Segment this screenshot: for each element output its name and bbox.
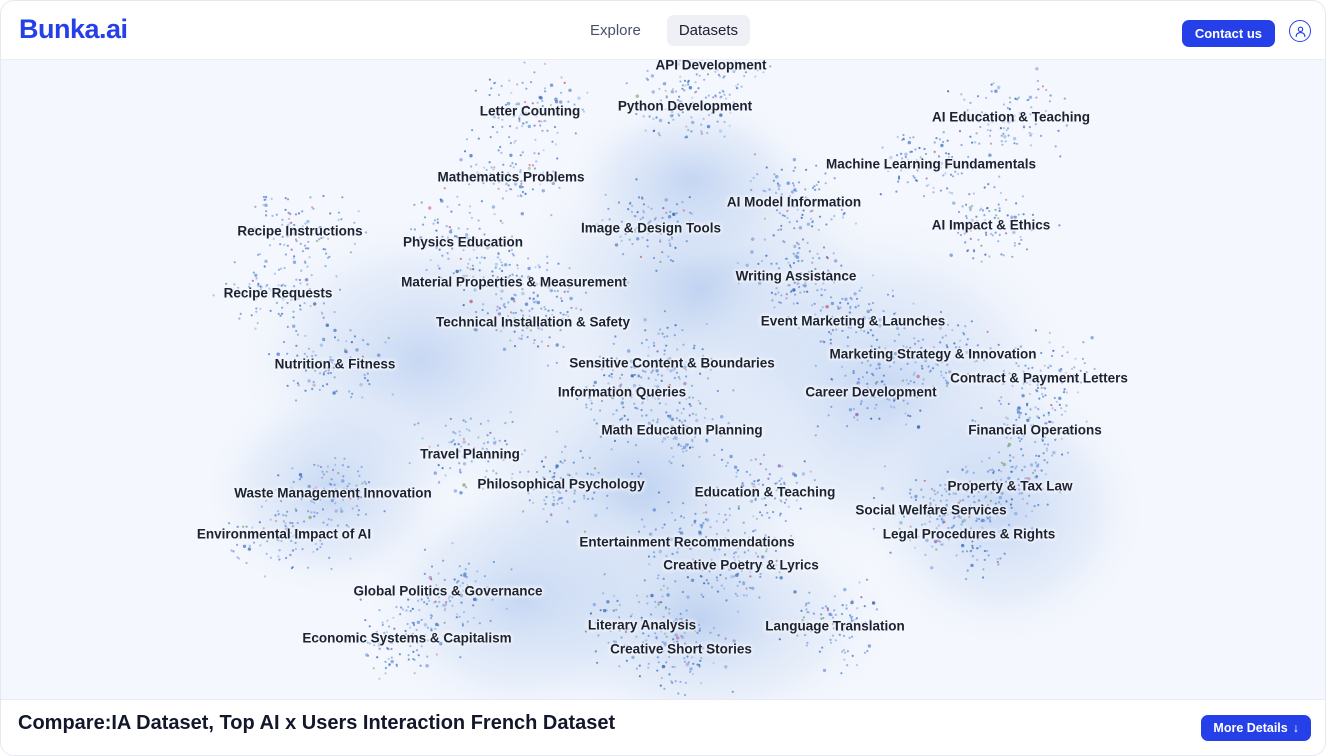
topic-label[interactable]: API Development [655,60,767,73]
topic-label[interactable]: Environmental Impact of AI [196,526,372,542]
chevron-down-icon: ↓ [1292,721,1299,735]
topic-label[interactable]: Machine Learning Fundamentals [825,156,1037,172]
topic-label[interactable]: Entertainment Recommendations [579,534,795,550]
topic-label[interactable]: AI Education & Teaching [931,109,1091,125]
contact-us-button[interactable]: Contact us [1182,20,1275,47]
app-header [1,1,1326,60]
topic-label[interactable]: Education & Teaching [694,484,836,500]
dataset-footer [1,699,1326,755]
topic-label[interactable]: Writing Assistance [735,268,857,284]
topic-label[interactable]: Property & Tax Law [947,478,1073,494]
topic-label[interactable]: Philosophical Psychology [477,476,645,492]
topic-label[interactable]: Travel Planning [420,446,520,462]
main-nav [578,15,750,46]
more-details-button[interactable] [1201,715,1311,741]
topic-label[interactable]: Recipe Instructions [237,223,363,239]
topic-label[interactable]: Nutrition & Fitness [274,356,396,372]
topic-label[interactable]: Financial Operations [968,422,1102,438]
topic-label[interactable]: Math Education Planning [601,422,763,438]
topic-label[interactable]: Sensitive Content & Boundaries [569,355,775,371]
topic-label[interactable]: Career Development [805,384,937,400]
topic-label[interactable]: AI Impact & Ethics [931,217,1051,233]
topic-label[interactable]: Global Politics & Governance [353,583,543,599]
topic-label[interactable]: AI Model Information [726,194,862,210]
topic-label[interactable]: Image & Design Tools [580,220,722,236]
topic-label[interactable]: Material Properties & Measurement [401,274,627,290]
topic-label[interactable]: Letter Counting [479,103,581,119]
topic-label[interactable]: Mathematics Problems [437,169,585,185]
topic-label[interactable]: Physics Education [402,234,524,250]
topic-label[interactable]: Python Development [617,98,753,114]
topic-label[interactable]: Social Welfare Services [855,502,1007,518]
topic-label[interactable]: Literary Analysis [587,617,697,633]
dataset-title: Compare:IA Dataset, Top AI x Users Interaction French Dataset [18,712,616,734]
nav-item-datasets[interactable]: Datasets [667,15,750,46]
topic-label[interactable]: Creative Short Stories [610,641,752,657]
more-details-label: More Details [1213,721,1288,735]
topic-label[interactable]: Marketing Strategy & Innovation [829,346,1037,362]
topic-label[interactable]: Creative Poetry & Lyrics [663,557,819,573]
topic-label[interactable]: Legal Procedures & Rights [882,526,1056,542]
user-circle-icon[interactable] [1289,20,1311,42]
topic-label[interactable]: Language Translation [765,618,905,634]
topic-label[interactable]: Recipe Requests [223,285,333,301]
topic-label[interactable]: Event Marketing & Launches [760,313,946,329]
nav-item-explore[interactable]: Explore [589,22,641,39]
logo[interactable]: Bunka.ai [19,14,128,44]
topic-label[interactable]: Technical Installation & Safety [435,314,631,330]
topic-label[interactable]: Information Queries [557,384,687,400]
topic-label[interactable]: Contract & Payment Letters [950,370,1128,386]
topic-label[interactable]: Economic Systems & Capitalism [302,630,512,646]
topic-label[interactable]: Waste Management Innovation [234,485,432,501]
topic-map-canvas[interactable] [1,60,1326,701]
